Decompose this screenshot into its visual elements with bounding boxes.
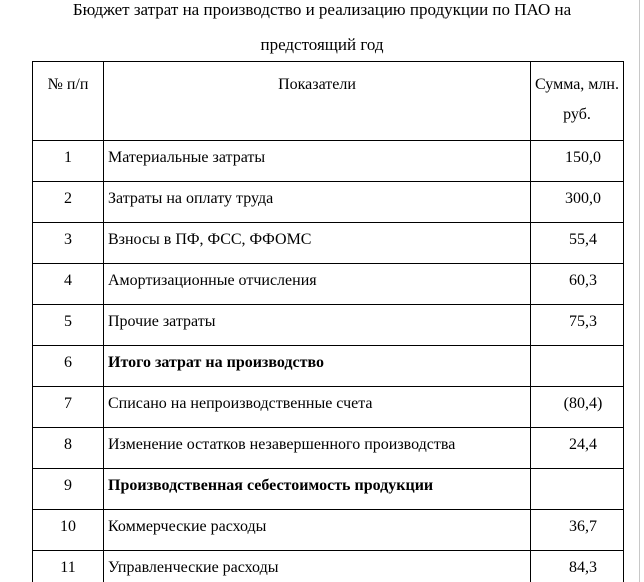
row-value: [531, 346, 624, 387]
row-number: 7: [33, 387, 104, 428]
row-number: 10: [33, 510, 104, 551]
row-value: 60,3: [531, 264, 624, 305]
header-number: № п/п: [33, 62, 104, 141]
row-value: 150,0: [531, 141, 624, 182]
page-edge-line: [639, 0, 640, 582]
table-row: [33, 387, 624, 428]
table-header-row: [33, 62, 624, 141]
table-row-total: [33, 346, 624, 387]
table-row: [33, 141, 624, 182]
row-value: 300,0: [531, 182, 624, 223]
row-number: 11: [33, 551, 104, 582]
row-number: 9: [33, 469, 104, 510]
row-name: Итого затрат на производство: [104, 346, 531, 387]
row-value: 75,3: [531, 305, 624, 346]
row-number: 3: [33, 223, 104, 264]
row-name: Производственная себестоимость продукции: [104, 469, 531, 510]
table-row: [33, 305, 624, 346]
row-number: 2: [33, 182, 104, 223]
row-value: 84,3: [531, 551, 624, 582]
row-value: 55,4: [531, 223, 624, 264]
header-sum-line-2: руб.: [563, 106, 591, 123]
budget-table: [32, 61, 624, 582]
row-name: Затраты на оплату труда: [104, 182, 531, 223]
row-number: 4: [33, 264, 104, 305]
row-name: Прочие затраты: [104, 305, 531, 346]
row-name: Управленческие расходы: [104, 551, 531, 582]
title-line-1: Бюджет затрат на производство и реализацию продукции по ПАО на: [72, 0, 572, 19]
row-name: Взносы в ПФ, ФСС, ФФОМС: [104, 223, 531, 264]
table-row: [33, 510, 624, 551]
row-number: 1: [33, 141, 104, 182]
row-number: 5: [33, 305, 104, 346]
header-indicators: Показатели: [104, 62, 531, 141]
header-sum: [531, 62, 624, 141]
row-number: 8: [33, 428, 104, 469]
row-name: Материальные затраты: [104, 141, 531, 182]
row-value: 36,7: [531, 510, 624, 551]
title-line-2: предстоящий год: [260, 35, 384, 54]
table-row: [33, 264, 624, 305]
row-name: Списано на непроизводственные счета: [104, 387, 531, 428]
row-value: 24,4: [531, 428, 624, 469]
table-row: [33, 428, 624, 469]
row-name: Коммерческие расходы: [104, 510, 531, 551]
table-row: [33, 223, 624, 264]
row-number: 6: [33, 346, 104, 387]
row-value: [531, 469, 624, 510]
row-value: (80,4): [531, 387, 624, 428]
row-name: Изменение остатков незавершенного производства: [104, 428, 531, 469]
table-row-total: [33, 469, 624, 510]
table-row: [33, 551, 624, 582]
table-row: [33, 182, 624, 223]
header-sum-line-1: Сумма, млн.: [535, 76, 619, 93]
row-name: Амортизационные отчисления: [104, 264, 531, 305]
document-title: [0, 0, 644, 60]
